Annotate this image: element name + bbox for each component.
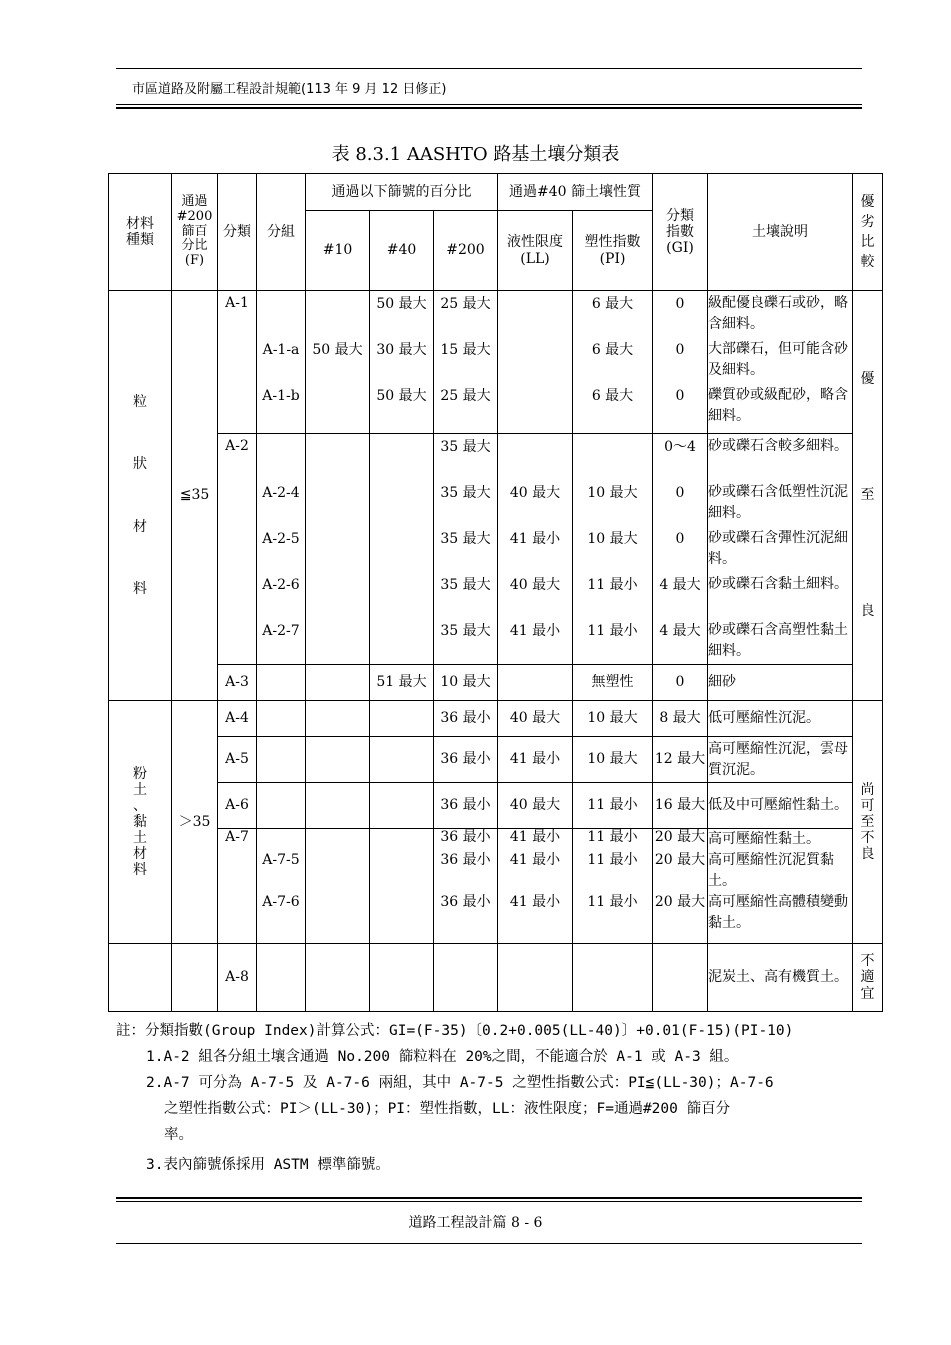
pass200-header: 通過#200篩百分比(F) bbox=[172, 174, 218, 291]
sieve-header: 通過以下篩號的百分比 bbox=[306, 174, 498, 211]
a1-sieve40: 50 最大 30 最大 50 最大 bbox=[370, 291, 434, 434]
a6-sieve40 bbox=[370, 783, 434, 829]
a5-description: 高可壓縮性沉泥，雲母質沉泥。 bbox=[708, 737, 853, 783]
a7-gi: 20 最大 20 最大 20 最大 bbox=[653, 829, 708, 944]
footer-rule bbox=[116, 1243, 862, 1244]
note-2-end: 率。 bbox=[164, 1127, 193, 1143]
a7-description: 高可壓縮性黏土。 高可壓縮性沉泥質黏土。 高可壓縮性高體積變動黏土。 bbox=[708, 829, 853, 944]
aashto-classification-table bbox=[108, 173, 883, 1012]
a3-group bbox=[257, 665, 306, 701]
siltclay-rating: 尚 可 至 不 良 bbox=[853, 701, 883, 944]
sieve200-header: #200 bbox=[434, 211, 498, 291]
a1-class: A-1 bbox=[218, 291, 257, 434]
gi-header: 分類指數(GI) bbox=[653, 174, 708, 291]
group-header: 分組 bbox=[257, 174, 306, 291]
granular-material: 粒 狀 材 料 bbox=[109, 291, 172, 701]
a6-gi: 16 最大 bbox=[653, 783, 708, 829]
material-type-header: 材料種類 bbox=[109, 174, 172, 291]
a7-pi: 11 最小 11 最小 11 最小 bbox=[573, 829, 653, 944]
a5-sieve40 bbox=[370, 737, 434, 783]
sieve40-header: #40 bbox=[370, 211, 434, 291]
a8-material bbox=[109, 944, 172, 1012]
granular-pass200: ≦35 bbox=[172, 291, 218, 701]
a7-sieve40 bbox=[370, 829, 434, 944]
a8-pi bbox=[573, 944, 653, 1012]
a7-groups: A-7-5 A-7-6 bbox=[257, 829, 306, 944]
a2-gi: 0～4 0 0 4 最大 4 最大 bbox=[653, 434, 708, 665]
a5-class: A-5 bbox=[218, 737, 257, 783]
a5-ll: 41 最小 bbox=[498, 737, 573, 783]
a8-gi bbox=[653, 944, 708, 1012]
a7-sieve200: 36 最小 36 最小 36 最小 bbox=[434, 829, 498, 944]
a7-class: A-7 bbox=[218, 829, 257, 944]
a1-ll bbox=[498, 291, 573, 434]
siltclay-material: 粉 土 、 黏 土 材 料 bbox=[109, 701, 172, 944]
a6-group bbox=[257, 783, 306, 829]
a3-sieve40: 51 最大 bbox=[370, 665, 434, 701]
description-header: 土壤說明 bbox=[708, 174, 853, 291]
a3-sieve200: 10 最大 bbox=[434, 665, 498, 701]
granular-rating: 優 至 良 bbox=[853, 291, 883, 701]
a6-ll: 40 最大 bbox=[498, 783, 573, 829]
sieve10-header: #10 bbox=[306, 211, 370, 291]
page-footer: 道路工程設計篇 8 - 6 bbox=[408, 1215, 543, 1231]
a6-class: A-6 bbox=[218, 783, 257, 829]
a4-pi: 10 最大 bbox=[573, 701, 653, 737]
a2-ll: 40 最大 41 最小 40 最大 41 最小 bbox=[498, 434, 573, 665]
siltclay-pass200: ＞35 bbox=[172, 701, 218, 944]
a2-sieve10 bbox=[306, 434, 370, 665]
a8-class: A-8 bbox=[218, 944, 257, 1012]
a8-sieve40 bbox=[370, 944, 434, 1012]
a3-sieve10 bbox=[306, 665, 370, 701]
a7-sieve10 bbox=[306, 829, 370, 944]
ll-header: 液性限度(LL) bbox=[498, 211, 573, 291]
classification-header: 分類 bbox=[218, 174, 257, 291]
a1-pi: 6 最大 6 最大 6 最大 bbox=[573, 291, 653, 434]
a2-description: 砂或礫石含較多細料。 砂或礫石含低塑性沉泥細料。 砂或礫石含彈性沉泥細料。 砂或礫石含黏土細料。 砂或礫石含高塑性黏土細料。 bbox=[708, 434, 853, 665]
note-2-cont: 之塑性指數公式：PI＞(LL-30)；PI：塑性指數，LL：液性限度；F=通過#200 篩百分 bbox=[164, 1101, 731, 1117]
document-header: 市區道路及附屬工程設計規範(113 年 9 月 12 日修正) bbox=[132, 82, 447, 97]
a3-class: A-3 bbox=[218, 665, 257, 701]
a4-class: A-4 bbox=[218, 701, 257, 737]
a4-sieve40 bbox=[370, 701, 434, 737]
a3-gi: 0 bbox=[653, 665, 708, 701]
pi-header: 塑性指數(PI) bbox=[573, 211, 653, 291]
a1-groups: A-1-a A-1-b bbox=[257, 291, 306, 434]
a2-groups: A-2-4 A-2-5 A-2-6 A-2-7 bbox=[257, 434, 306, 665]
header-double-rule-top bbox=[116, 104, 862, 105]
a5-gi: 12 最大 bbox=[653, 737, 708, 783]
table-notes bbox=[116, 1018, 886, 1178]
a7-ll: 41 最小 41 最小 41 最小 bbox=[498, 829, 573, 944]
a6-pi: 11 最小 bbox=[573, 783, 653, 829]
a3-description: 細砂 bbox=[708, 665, 853, 701]
note-2: 2.A-7 可分為 A-7-5 及 A-7-6 兩組，其中 A-7-5 之塑性指數公式：PI≦(LL-30)；A-7-6 bbox=[146, 1075, 774, 1091]
note-formula: 註：分類指數(Group Index)計算公式：GI=(F-35)〔0.2+0.005(LL-40)〕+0.01(F-15)(PI-10) bbox=[116, 1023, 794, 1039]
a5-sieve10 bbox=[306, 737, 370, 783]
table-title: 表 8.3.1 AASHTO 路基土壤分類表 bbox=[331, 144, 620, 165]
header-rule bbox=[116, 68, 862, 69]
a3-ll bbox=[498, 665, 573, 701]
a4-gi: 8 最大 bbox=[653, 701, 708, 737]
a6-sieve200: 36 最小 bbox=[434, 783, 498, 829]
a8-sieve10 bbox=[306, 944, 370, 1012]
note-3: 3.表內篩號係採用 ASTM 標準篩號。 bbox=[146, 1157, 390, 1173]
a1-gi: 0 0 0 bbox=[653, 291, 708, 434]
a3-pi: 無塑性 bbox=[573, 665, 653, 701]
a5-pi: 10 最大 bbox=[573, 737, 653, 783]
a1-sieve200: 25 最大 15 最大 25 最大 bbox=[434, 291, 498, 434]
a8-group bbox=[257, 944, 306, 1012]
note-1: 1.A-2 組各分組土壤含通過 No.200 篩粒料在 20%之間，不能適合於 A-1 或 A-3 組。 bbox=[146, 1049, 739, 1065]
a5-sieve200: 36 最小 bbox=[434, 737, 498, 783]
a6-sieve10 bbox=[306, 783, 370, 829]
a2-sieve40 bbox=[370, 434, 434, 665]
plasticity-header: 通過#40 篩土壤性質 bbox=[498, 174, 653, 211]
rating-header: 優劣比較 bbox=[853, 174, 883, 291]
a4-group bbox=[257, 701, 306, 737]
a4-description: 低可壓縮性沉泥。 bbox=[708, 701, 853, 737]
a4-sieve200: 36 最小 bbox=[434, 701, 498, 737]
a8-pass200 bbox=[172, 944, 218, 1012]
a8-description: 泥炭土、高有機質土。 bbox=[708, 944, 853, 1012]
a8-rating: 不 適 宜 bbox=[853, 944, 883, 1012]
footer-double-rule-top bbox=[116, 1197, 862, 1199]
a1-sieve10: 50 最大 bbox=[306, 291, 370, 434]
a2-class: A-2 bbox=[218, 434, 257, 665]
a8-ll bbox=[498, 944, 573, 1012]
a5-group bbox=[257, 737, 306, 783]
a4-sieve10 bbox=[306, 701, 370, 737]
footer-double-rule-bottom bbox=[116, 1201, 862, 1202]
a1-description: 級配優良礫石或砂，略含細料。 大部礫石，但可能含砂及細料。 礫質砂或級配砂，略含細料。 bbox=[708, 291, 853, 434]
a2-sieve200: 35 最大 35 最大 35 最大 35 最大 35 最大 bbox=[434, 434, 498, 665]
a4-ll: 40 最大 bbox=[498, 701, 573, 737]
a8-sieve200 bbox=[434, 944, 498, 1012]
a6-description: 低及中可壓縮性黏土。 bbox=[708, 783, 853, 829]
header-double-rule-bottom bbox=[116, 107, 862, 109]
a2-pi: 10 最大 10 最大 11 最小 11 最小 bbox=[573, 434, 653, 665]
